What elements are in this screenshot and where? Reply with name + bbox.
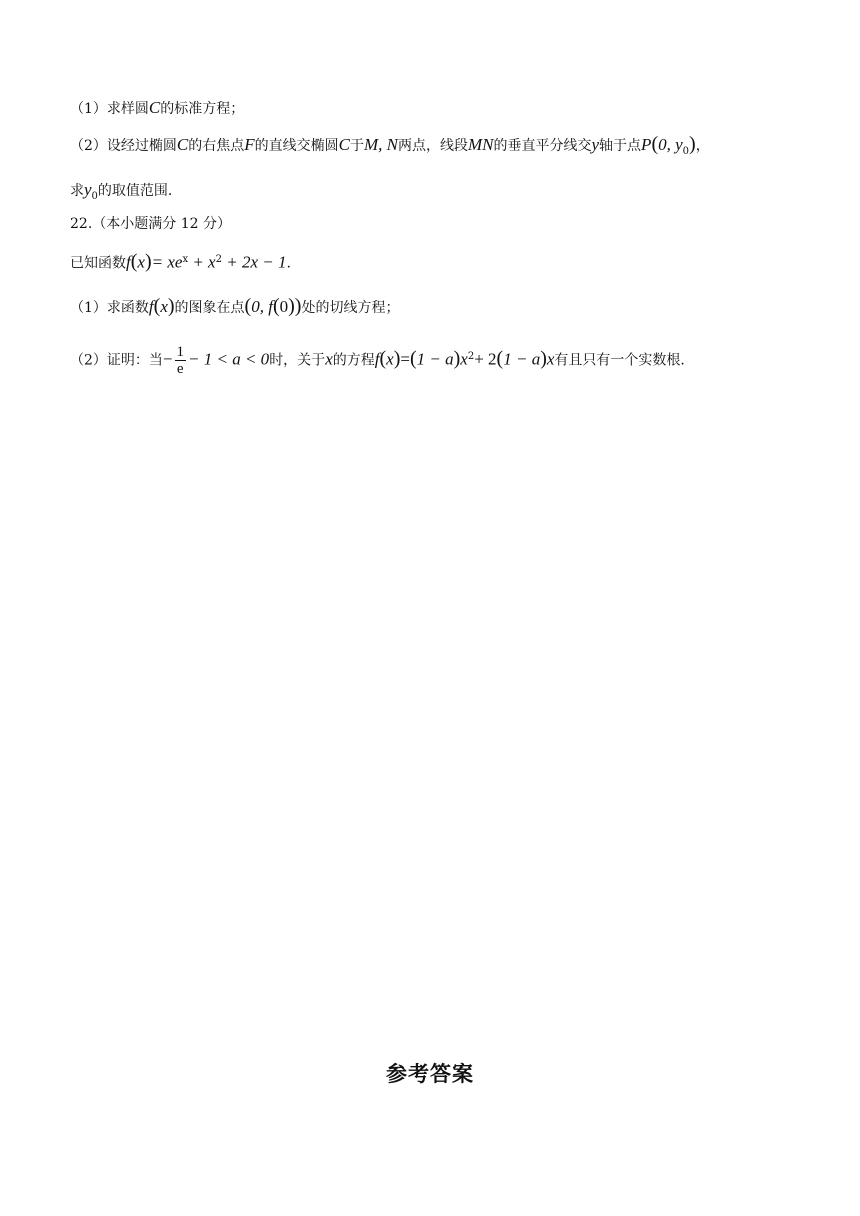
q22-header: 22.（本小题满分 12 分）	[70, 216, 231, 232]
q22-part1-label: （1）	[70, 300, 107, 316]
q22-stem: 已知函数$f(x)= xe^x + x^2 + 2x - 1$.	[70, 250, 291, 273]
ellipse-symbol: C	[148, 98, 161, 117]
q22-part2: （2）证明：当− $\frac{1}{e}$ − 1 < a < 0时，关于x的方程$f(x)=(1 - a)x^2+ 2(1 - a)x$有且只有一个实数根.	[70, 344, 685, 377]
q22-part1: （1）求函数f(x)的图象在点(0, f(0))处的切线方程；	[70, 295, 400, 317]
point-P: P	[641, 135, 652, 154]
fraction-one-over-e: $\frac{1}{e}$	[176, 344, 185, 377]
q21-part1: （1）求样圆C的标准方程；	[70, 98, 245, 117]
q21-part1-label: （1）	[70, 101, 107, 117]
q22-part2-label: （2）	[70, 352, 107, 369]
q21-part2-cont: 求$y_0$的取值范围.	[70, 180, 173, 202]
answer-heading: 参考答案	[386, 1062, 474, 1086]
q21-part2: （2）设经过椭圆C的右焦点F的直线交椭圆C于M, N两点，线段MN的垂直平分线交y轴于点P(0, $y_0$)，	[70, 133, 710, 157]
q21-part2-label: （2）	[70, 138, 107, 154]
